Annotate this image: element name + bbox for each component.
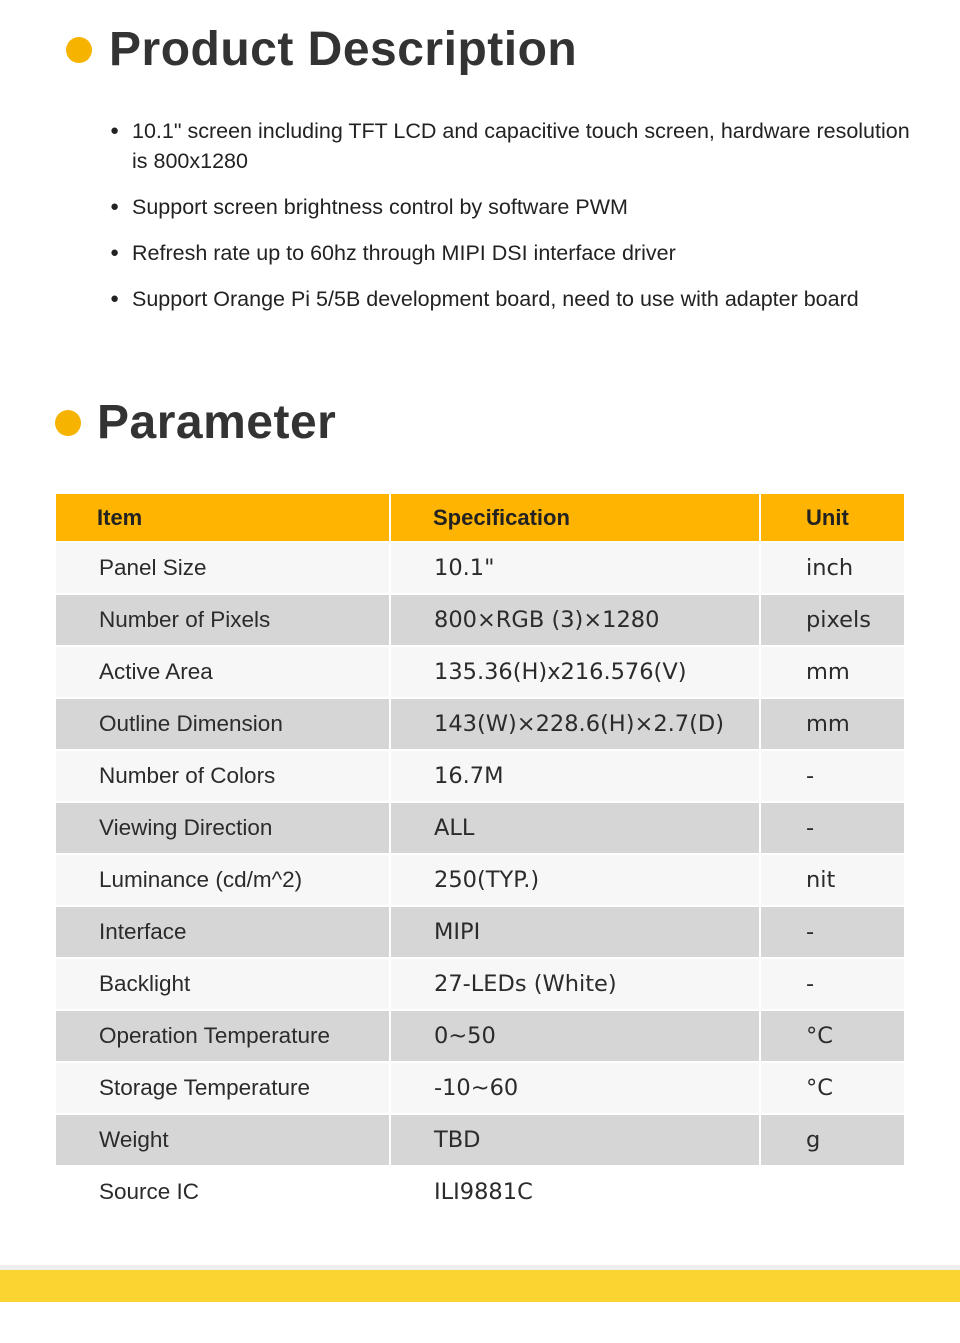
table-row [56,1010,904,1062]
table-row [56,542,904,594]
description-item [110,192,910,222]
item-cell: Number of Colors [56,750,390,802]
spec-cell: -10~60 [390,1062,760,1114]
spec-cell: 250(TYP.) [390,854,760,906]
bullet-icon: ● [110,198,120,215]
description-item-text: Support Orange Pi 5/5B development board, need to use with adapter board [132,287,859,311]
unit-cell: inch [760,542,904,594]
item-cell: Panel Size [56,542,390,594]
table-row [56,594,904,646]
bullet-icon: ● [110,122,120,139]
parameter-heading [55,395,336,450]
spec-cell: ILI9881C [390,1166,760,1217]
description-item-text: 10.1" screen including TFT LCD and capacitive touch screen, hardware resolution is 800x1280 [132,119,910,173]
parameter-table [56,494,904,1217]
table-row [56,698,904,750]
unit-cell: - [760,802,904,854]
bullet-icon: ● [110,290,120,307]
product-description-heading [66,22,577,77]
table-row [56,646,904,698]
spec-cell: 143(W)×228.6(H)×2.7(D) [390,698,760,750]
header-specification: Specification [390,494,760,542]
spec-cell: 0~50 [390,1010,760,1062]
description-item [110,116,910,176]
table-row [56,906,904,958]
spec-cell: 135.36(H)x216.576(V) [390,646,760,698]
table-row [56,1114,904,1166]
unit-cell: - [760,958,904,1010]
table-row [56,1166,904,1217]
description-item [110,284,910,314]
description-item-text: Refresh rate up to 60hz through MIPI DSI interface driver [132,241,676,265]
description-item [110,238,910,268]
unit-cell: pixels [760,594,904,646]
unit-cell: mm [760,646,904,698]
item-cell: Backlight [56,958,390,1010]
table-row [56,854,904,906]
footer-bar [0,1270,960,1302]
bullet-icon: ● [110,244,120,261]
table-row [56,802,904,854]
header-item: Item [56,494,390,542]
item-cell: Number of Pixels [56,594,390,646]
item-cell: Viewing Direction [56,802,390,854]
spec-cell: 800×RGB (3)×1280 [390,594,760,646]
description-list [110,116,910,330]
table-row [56,750,904,802]
heading-dot-icon [55,410,81,436]
product-description-title: Product Description [109,23,578,76]
item-cell: Source IC [56,1166,390,1217]
unit-cell: g [760,1114,904,1166]
table-header-row [56,494,904,542]
table-row [56,958,904,1010]
unit-cell: mm [760,698,904,750]
unit-cell [760,1166,904,1217]
header-unit: Unit [760,494,904,542]
spec-cell: 10.1" [390,542,760,594]
unit-cell: nit [760,854,904,906]
unit-cell: °C [760,1010,904,1062]
description-item-text: Support screen brightness control by software PWM [132,195,628,219]
unit-cell: - [760,750,904,802]
item-cell: Luminance (cd/m^2) [56,854,390,906]
item-cell: Outline Dimension [56,698,390,750]
spec-cell: MIPI [390,906,760,958]
unit-cell: °C [760,1062,904,1114]
unit-cell: - [760,906,904,958]
parameter-title: Parameter [97,396,337,449]
heading-dot-icon [66,37,92,63]
item-cell: Active Area [56,646,390,698]
item-cell: Operation Temperature [56,1010,390,1062]
table-row [56,1062,904,1114]
item-cell: Storage Temperature [56,1062,390,1114]
item-cell: Interface [56,906,390,958]
spec-cell: TBD [390,1114,760,1166]
spec-cell: ALL [390,802,760,854]
item-cell: Weight [56,1114,390,1166]
spec-cell: 27-LEDs (White) [390,958,760,1010]
spec-cell: 16.7M [390,750,760,802]
